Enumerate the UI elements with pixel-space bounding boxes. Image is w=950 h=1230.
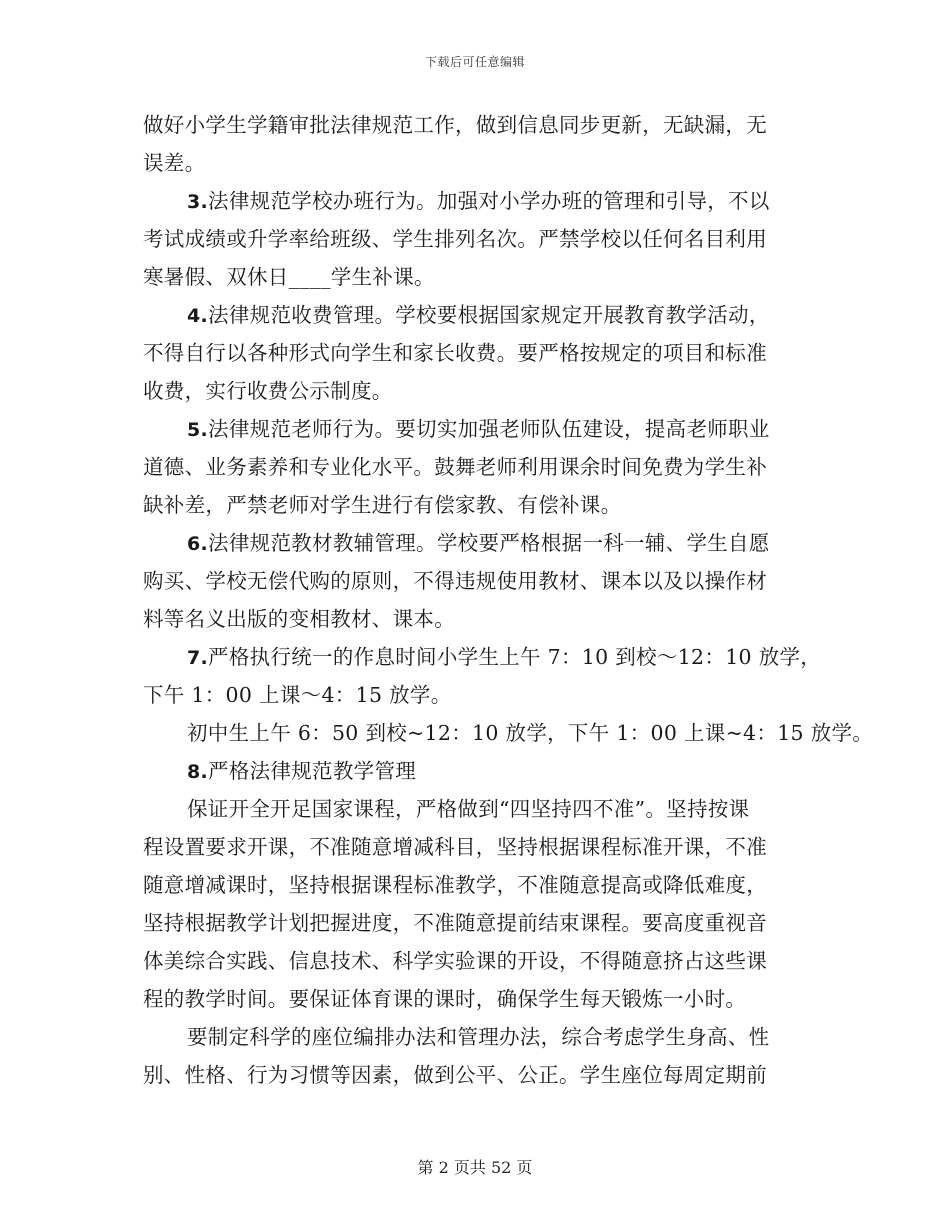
page-header: 下载后可任意编辑 [424,55,525,69]
text-line: 体美综合实践、信息技术、科学实验课的开设，不得随意挤占这些课 [143,949,767,973]
text-line: 程的教学时间。要保证体育课的课时，确保学生每天锻炼一小时。 [143,987,747,1011]
text-line: 收费，实行收费公示制度。 [143,379,393,403]
text-line: 别、性格、行为习惯等因素，做到公平、公正。学生座位每周定期前 [143,1063,767,1087]
text-line: 不得自行以各种形式向学生和家长收费。要严格按规定的项目和标准 [143,341,767,365]
document-body [143,106,874,1094]
item-number: 6. [187,533,209,555]
text-line: 寒暑假、双休日____学生补课。 [143,265,435,289]
text-line: 料等名义出版的变相教材、课本。 [143,607,455,631]
text-line: 初中生上午 6：50 到校~12：10 放学，下午 1：00 上课~4：15 放学。 [187,721,874,745]
numbered-paragraph-8: 8.严格法律规范教学管理 [187,759,417,783]
text-line: 误差。 [143,151,206,175]
numbered-paragraph-5: 5.法律规范老师行为。要切实加强老师队伍建设，提高老师职业 [187,417,770,441]
numbered-paragraph-3: 3.法律规范学校办班行为。加强对小学办班的管理和引导，不以 [187,189,770,213]
text-line: 购买、学校无偿代购的原则，不得违规使用教材、课本以及以操作材 [143,569,767,593]
text-line: 要制定科学的座位编排办法和管理办法，综合考虑学生身高、性 [187,1025,770,1049]
numbered-paragraph-7: 7.严格执行统一的作息时间小学生上午 7：10 到校～12：10 放学， [187,645,822,669]
numbered-paragraph-4: 4.法律规范收费管理。学校要根据国家规定开展教育教学活动， [187,303,770,327]
text-line: 坚持根据教学计划把握进度，不准随意提前结束课程。要高度重视音 [143,911,767,935]
text-line: 道德、业务素养和专业化水平。鼓舞老师利用课余时间免费为学生补 [143,455,767,479]
text-line: 下午 1：00 上课～4：15 放学。 [143,683,452,707]
item-number: 3. [187,191,209,213]
text-line: 做好小学生学籍审批法律规范工作，做到信息同步更新，无缺漏，无 [143,113,767,137]
page-number: 第 2 页共 52 页 [417,1158,533,1177]
item-number: 4. [187,305,209,327]
text-line: 程设置要求开课，不准随意增减科目，坚持根据课程标准开课，不准 [143,835,767,859]
item-number: 7. [187,647,209,669]
text-line: 缺补差，严禁老师对学生进行有偿家教、有偿补课。 [143,493,622,517]
text-line: 考试成绩或升学率给班级、学生排列名次。严禁学校以任何名目利用 [143,227,767,251]
item-number: 5. [187,419,209,441]
numbered-paragraph-6: 6.法律规范教材教辅管理。学校要严格根据一科一辅、学生自愿 [187,531,770,555]
item-number: 8. [187,761,209,783]
text-line: 随意增减课时，坚持根据课程标准教学，不准随意提高或降低难度， [143,873,767,897]
text-line: 保证开全开足国家课程，严格做到“四坚持四不准”。坚持按课 [187,797,750,821]
